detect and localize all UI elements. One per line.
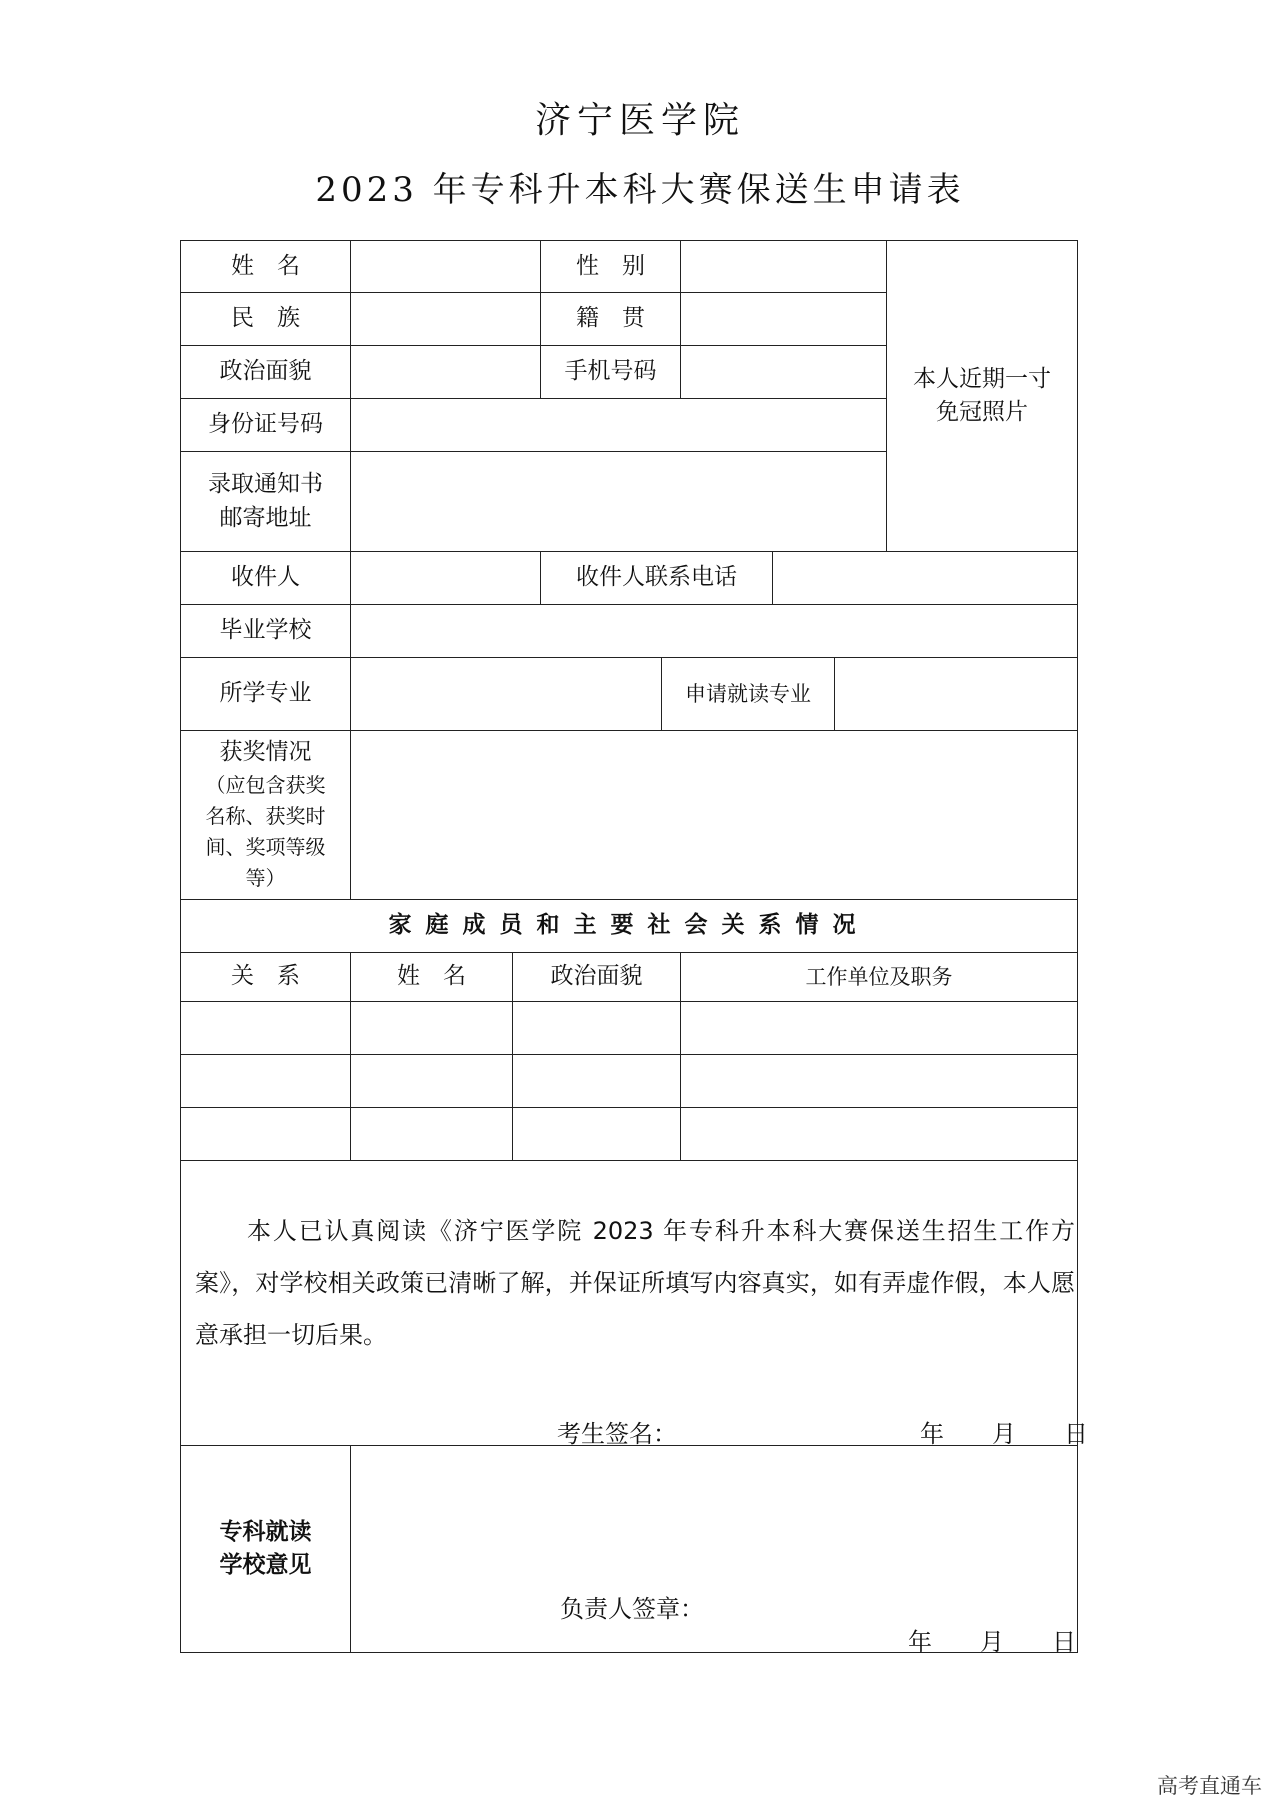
school-opinion-label — [180, 1445, 351, 1653]
political-status-label: 政治面貌 — [180, 345, 351, 399]
recipient-field[interactable] — [350, 551, 541, 605]
table-row-1-name[interactable] — [350, 1001, 513, 1055]
table-row-2-relation[interactable] — [180, 1054, 351, 1108]
awards-label — [180, 730, 351, 900]
phone-field[interactable] — [680, 345, 887, 399]
family-heading: 家庭成员和主要社会关系情况 — [180, 899, 1078, 953]
table-row-1-political[interactable] — [512, 1001, 681, 1055]
id-number-label: 身份证号码 — [180, 398, 351, 452]
phone-label: 手机号码 — [540, 345, 681, 399]
table-row-3-political[interactable] — [512, 1107, 681, 1161]
native-place-field[interactable] — [680, 292, 887, 346]
recipient-phone-field[interactable] — [772, 551, 1078, 605]
awards-field[interactable] — [350, 730, 1078, 900]
mail-address-field[interactable] — [350, 451, 887, 552]
principal-signature-date: 年 月 日 — [908, 1628, 1076, 1656]
mail-address-label-line1: 录取通知书 — [208, 471, 323, 498]
table-row-2-name[interactable] — [350, 1054, 513, 1108]
native-place-label: 籍 贯 — [540, 292, 681, 346]
photo-note-1: 本人近期一寸 — [913, 365, 1051, 392]
principal-signature-label: 负责人签章： — [560, 1595, 704, 1623]
political-status-field[interactable] — [350, 345, 541, 399]
awards-note-line3: 间、奖项等级 — [205, 834, 326, 859]
table-row-3-name[interactable] — [350, 1107, 513, 1161]
table-row-1-employer[interactable] — [680, 1001, 1078, 1055]
family-col-name: 姓 名 — [350, 952, 513, 1002]
major-label: 所学专业 — [180, 657, 351, 731]
name-field[interactable] — [350, 240, 541, 293]
name-label: 姓 名 — [180, 240, 351, 293]
awards-label-line1: 获奖情况 — [219, 739, 312, 766]
mail-address-label-line2: 邮寄地址 — [219, 504, 312, 531]
id-number-field[interactable] — [350, 398, 887, 452]
candidate-signature-date: 年 月 日 — [920, 1420, 1088, 1448]
table-row-2-employer[interactable] — [680, 1054, 1078, 1108]
declaration-text: 本人已认真阅读《济宁医学院 2023 年专科升本科大赛保送生招生工作方案》，对学校相关政策已清晰了解，并保证所填写内容真实，如有弄虚作假，本人愿意承担一切后果。 — [195, 1217, 1075, 1349]
photo-note-2: 免冠照片 — [936, 399, 1028, 425]
apply-major-field[interactable] — [834, 657, 1078, 731]
table-row-2-political[interactable] — [512, 1054, 681, 1108]
gender-field[interactable] — [680, 240, 887, 293]
ethnicity-label: 民 族 — [180, 292, 351, 346]
form-title: 2023 年专科升本科大赛保送生申请表 — [315, 170, 965, 210]
major-field[interactable] — [350, 657, 662, 731]
graduate-school-label: 毕业学校 — [180, 604, 351, 658]
table-row-3-relation[interactable] — [180, 1107, 351, 1161]
recipient-phone-label: 收件人联系电话 — [540, 551, 773, 605]
ethnicity-field[interactable] — [350, 292, 541, 346]
school-opinion-label-line2: 学校意见 — [219, 1552, 312, 1578]
family-col-political: 政治面貌 — [512, 952, 681, 1002]
awards-note-line4: 等） — [245, 865, 286, 890]
apply-major-label: 申请就读专业 — [661, 657, 835, 731]
graduate-school-field[interactable] — [350, 604, 1078, 658]
recipient-label: 收件人 — [180, 551, 351, 605]
awards-note-line1: （应包含获奖 — [205, 772, 326, 797]
watermark: 高考直通车 — [1157, 1774, 1262, 1798]
institution-title: 济宁医学院 — [534, 100, 745, 141]
family-col-relation: 关 系 — [180, 952, 351, 1002]
candidate-signature-label: 考生签名： — [557, 1420, 677, 1448]
table-row-1-relation[interactable] — [180, 1001, 351, 1055]
mail-address-label — [180, 451, 351, 552]
table-row-3-employer[interactable] — [680, 1107, 1078, 1161]
awards-note-line2: 名称、获奖时 — [205, 803, 326, 828]
gender-label: 性 别 — [540, 240, 681, 293]
school-opinion-label-line1: 专科就读 — [219, 1518, 312, 1545]
family-col-employer: 工作单位及职务 — [680, 952, 1078, 1002]
photo-box[interactable] — [886, 240, 1078, 552]
